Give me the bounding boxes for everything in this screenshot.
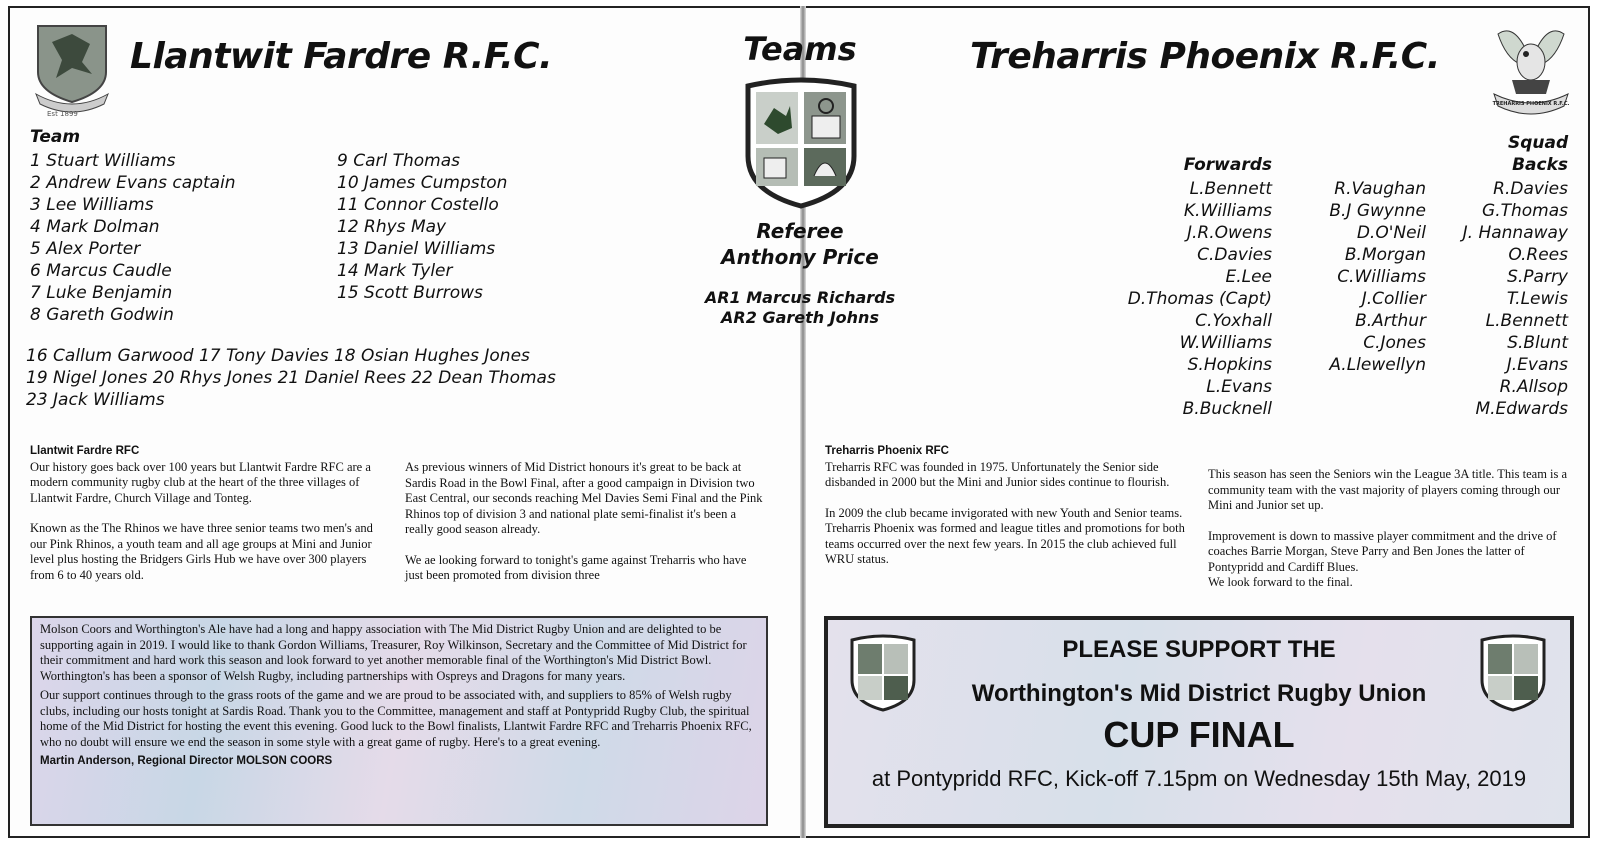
player-entry: W.Williams [1179, 333, 1272, 353]
player-entry: J.Collier [1361, 289, 1426, 309]
support-line3: CUP FINAL [1103, 714, 1295, 755]
treharris-about-col1 [825, 444, 1187, 583]
teams-heading: Teams [743, 30, 857, 68]
llantwit-fardre-crest-icon [32, 22, 112, 117]
referee-block [690, 218, 910, 270]
player-entry: 5 Alex Porter [30, 239, 141, 259]
player-entry: S.Blunt [1507, 333, 1568, 353]
support-line1: PLEASE SUPPORT THE [1062, 636, 1336, 663]
player-entry: C.Davies [1197, 245, 1272, 265]
player-entry: 9 Carl Thomas [337, 151, 461, 171]
sponsor-signature: Martin Anderson, Regional Director MOLSON COORS [40, 755, 333, 767]
player-entry: 13 Daniel Williams [337, 239, 496, 259]
player-entry: J. Hannaway [1462, 223, 1568, 243]
llantwit-about-p4: We ae looking forward to tonight's game against Treharris who have just been promoted from division three [405, 552, 747, 582]
player-entry: C.Yoxhall [1195, 311, 1272, 331]
llantwit-about-col1 [30, 444, 386, 598]
player-entry: R.Vaughan [1334, 179, 1426, 199]
player-entry: 1 Stuart Williams [30, 151, 176, 171]
player-entry: J.Evans [1506, 355, 1568, 375]
treharris-about-col2 [1208, 467, 1572, 606]
llantwit-club-title: Llantwit Fardre R.F.C. [130, 36, 553, 77]
player-entry: B.Arthur [1355, 311, 1426, 331]
treharris-backs-heading: Backs [1512, 155, 1568, 175]
ar1-name: AR1 Marcus Richards [704, 288, 896, 307]
llantwit-crest-caption: Est 1899 [47, 110, 78, 118]
subs-line: 23 Jack Williams [26, 390, 165, 410]
player-entry: G.Thomas [1482, 201, 1568, 221]
referee-name: Anthony Price [721, 245, 879, 269]
player-entry: 10 James Cumpston [337, 173, 508, 193]
player-entry: S.Parry [1507, 267, 1568, 287]
ar2-name: AR2 Gareth Johns [721, 308, 879, 327]
assistant-referees [660, 288, 940, 328]
treharris-crest-caption: TREHARRIS PHOENIX R.F.C. [1492, 101, 1570, 107]
llantwit-about-p2: Known as the The Rhinos we have three senior teams two men's and our Pink Rhinos, a youth team and all age groups at Mini and Junior level plus hosting the Bridgers Girls Hub we have over 300 players from 6 to 40 years old. [30, 521, 373, 582]
player-entry: 8 Gareth Godwin [30, 305, 174, 325]
player-entry: 11 Connor Costello [337, 195, 499, 215]
mid-district-shield-icon [742, 76, 860, 210]
player-entry: 15 Scott Burrows [337, 283, 483, 303]
player-entry: M.Edwards [1475, 399, 1568, 419]
sponsor-p2: Our support continues through to the grass roots of the game and we are proud to be associated with, and suppliers to 85% of Welsh rugby clubs, including our hosts tonight at Sardis Road. Thank you to the Committee, management and staff at Pontypridd Rugby Club, the spiritual home of the Mid District for hosting the event this evening. Good luck to the Bowl finalists, Llantwit Fardre RFC and Treharris Phoenix RFC, who no doubt will ensure we end the season in some style with a great game of rugby. Here's to a great evening. [40, 688, 752, 749]
player-entry: L.Bennett [1189, 179, 1272, 199]
player-entry: B.J Gwynne [1329, 201, 1426, 221]
treharris-about-p5: We look forward to the final. [1208, 575, 1353, 589]
treharris-club-title: Treharris Phoenix R.F.C. [970, 36, 1440, 77]
player-entry: D.O'Neil [1356, 223, 1426, 243]
llantwit-team-heading: Team [30, 127, 81, 147]
treharris-about-p3: This season has seen the Seniors win the League 3A title. This team is a community team with the vast majority of players coming through our Mini and Junior set up. [1208, 467, 1568, 512]
support-line2: Worthington's Mid District Rugby Union [971, 680, 1427, 707]
treharris-about-heading: Treharris Phoenix RFC [825, 445, 949, 457]
player-entry: D.Thomas (Capt) [1127, 289, 1272, 309]
treharris-about-p2: In 2009 the club became invigorated with new Youth and Senior teams. Treharris Phoenix was formed and league titles and promotions for both teams occurred over the next few years. In 2015 the club achieved full WRU status. [825, 505, 1185, 566]
cup-final-support-box [824, 616, 1574, 828]
player-entry: 7 Luke Benjamin [30, 283, 173, 303]
sponsor-message-box [30, 616, 768, 826]
player-entry: O.Rees [1508, 245, 1568, 265]
referee-label: Referee [756, 219, 844, 243]
support-line4: at Pontypridd RFC, Kick-off 7.15pm on Wednesday 15th May, 2019 [871, 766, 1527, 791]
player-entry: K.Williams [1183, 201, 1272, 221]
player-entry: J.R.Owens [1186, 223, 1272, 243]
treharris-about-p4: Improvement is down to massive player commitment and the drive of coaches Barrie Morgan, Steve Parry and Ben Jones the latter of Pontypridd and Cardiff Blues. [1208, 528, 1557, 574]
player-entry: L.Evans [1206, 377, 1272, 397]
llantwit-players-1-8 [30, 150, 236, 326]
treharris-forwards-col1 [1100, 178, 1272, 420]
player-entry: S.Hopkins [1187, 355, 1272, 375]
player-entry: C.Jones [1363, 333, 1426, 353]
player-entry: R.Davies [1493, 179, 1568, 199]
treharris-squad-heading: Squad [1508, 133, 1569, 153]
llantwit-about-heading: Llantwit Fardre RFC [30, 445, 140, 457]
treharris-forwards-col2 [1300, 178, 1426, 376]
player-entry: R.Allsop [1499, 377, 1568, 397]
player-entry: 3 Lee Williams [30, 195, 154, 215]
player-entry: E.Lee [1225, 267, 1272, 287]
llantwit-players-9-15 [337, 150, 507, 304]
player-entry: 14 Mark Tyler [337, 261, 453, 281]
subs-line: 16 Callum Garwood 17 Tony Davies 18 Osian Hughes Jones [26, 346, 530, 366]
llantwit-about-p3: As previous winners of Mid District honours it's great to be back at Sardis Road in the Bowl Final, after a good campaign in Division two East Central, our seconds reaching Mel Davies Semi Final and the Pink Rhinos top of division 3 and national plate semi-finalist it's been a really good season already. [405, 460, 763, 536]
player-entry: L.Bennett [1485, 311, 1568, 331]
player-entry: T.Lewis [1506, 289, 1568, 309]
player-entry: B.Morgan [1344, 245, 1426, 265]
treharris-about-p1: Treharris RFC was founded in 1975. Unfortunately the Senior side disbanded in 2000 but the Mini and Junior sides continue to flourish. [825, 459, 1170, 489]
player-entry: 6 Marcus Caudle [30, 261, 172, 281]
sponsor-p1: Molson Coors and Worthington's Ale have had a long and happy association with The Mid District Rugby Union and are delighted to be supporting again in 2019. I would like to thank Gordon Williams, Treasurer, Roy Wilkinson, Secretary and the Committee of Mid District for their commitment and hard work this season and look forward to yet another memorable final of the Worthington's Mid District Bowl. Worthington's has been a sponsor of Welsh Rugby, including partnerships with Ospreys and Dragons for many years. [40, 622, 747, 683]
subs-line: 19 Nigel Jones 20 Rhys Jones 21 Daniel Rees 22 Dean Thomas [26, 368, 556, 388]
player-entry: B.Bucknell [1182, 399, 1272, 419]
player-entry: 2 Andrew Evans captain [30, 173, 236, 193]
llantwit-substitutes [26, 345, 556, 411]
llantwit-about-col2 [405, 460, 763, 599]
player-entry: 12 Rhys May [337, 217, 447, 237]
treharris-backs-col [1440, 178, 1568, 420]
llantwit-about-p1: Our history goes back over 100 years but Llantwit Fardre RFC are a modern community rugby club at the heart of the three villages of Llantwit Fardre, Church Village and Tonteg. [30, 459, 371, 505]
player-entry: 4 Mark Dolman [30, 217, 160, 237]
player-entry: A.Llewellyn [1329, 355, 1426, 375]
treharris-forwards-heading: Forwards [1183, 155, 1272, 175]
player-entry: C.Williams [1337, 267, 1426, 287]
